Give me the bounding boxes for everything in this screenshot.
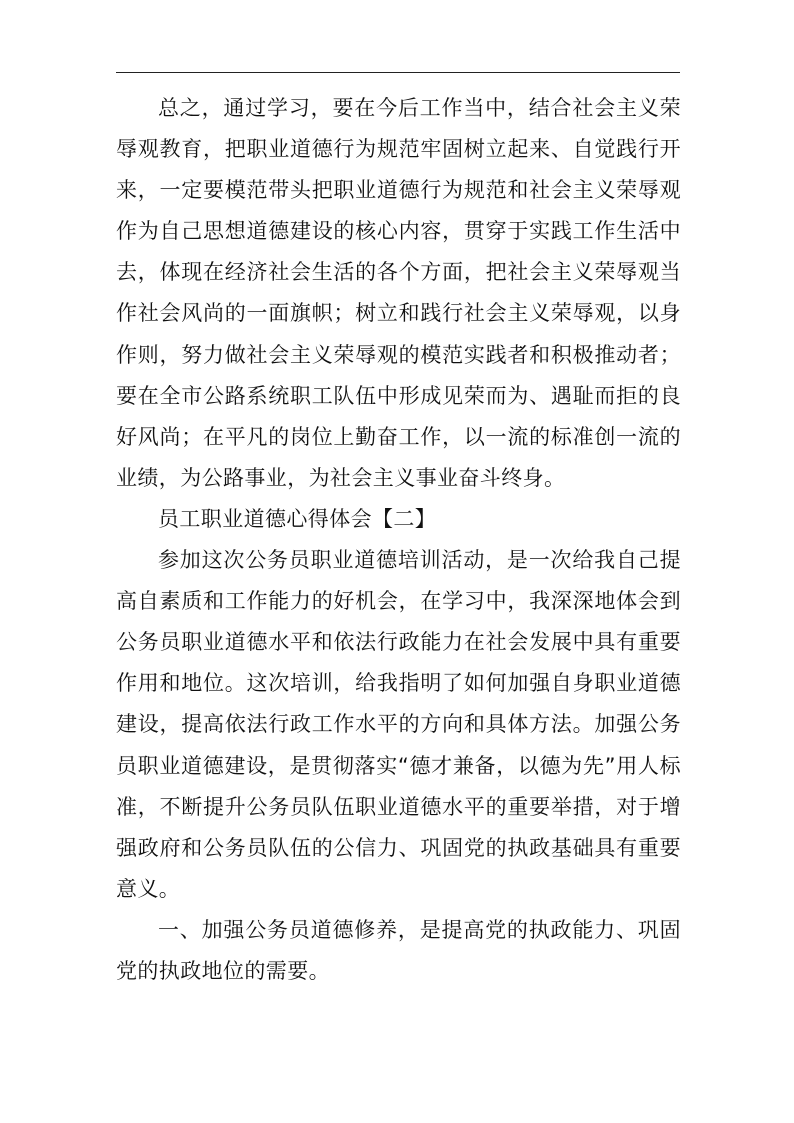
paragraph-conclusion: 总之，通过学习，要在今后工作当中，结合社会主义荣辱观教育，把职业道德行为规范牢固树立起来、自觉践行开来，一定要模范带头把职业道德行为规范和社会主义荣辱观作为自己思想道德建设的核心内容，贯穿于实践工作生活中去，体现在经济社会生活的各个方面，把社会主义荣辱观当作社会风尚的一面旗帜；树立和践行社会主义荣辱观，以身作则，努力做社会主义荣辱观的模范实践者和积极推动者；要在全市公路系统职工队伍中形成见荣而为、遇耻而拒的良好风尚；在平凡的岗位上勤奋工作，以一流的标准创一流的业绩，为公路事业，为社会主义事业奋斗终身。 xyxy=(116,96,681,490)
header-rule xyxy=(116,72,680,73)
paragraph-training: 参加这次公务员职业道德培训活动，是一次给我自己提高自素质和工作能力的好机会，在学习中，我深深地体会到公务员职业道德水平和依法行政能力在社会发展中具有重要作用和地位。这次培训，给我指明了如何加强自身职业道德建设，提高依法行政工作水平的方向和具体方法。加强公务员职业道德建设，是贯彻落实“德才兼备，以德为先”用人标准，不断提升公务员队伍职业道德水平的重要举措，对于增强政府和公务员队伍的公信力、巩固党的执政基础具有重要意义。 xyxy=(116,548,681,901)
document-body xyxy=(116,88,681,992)
section-heading: 员工职业道德心得体会【二】 xyxy=(158,506,437,531)
paragraph-point-one: 一、加强公务员道德修养，是提高党的执政能力、巩固党的执政地位的需要。 xyxy=(116,917,681,983)
